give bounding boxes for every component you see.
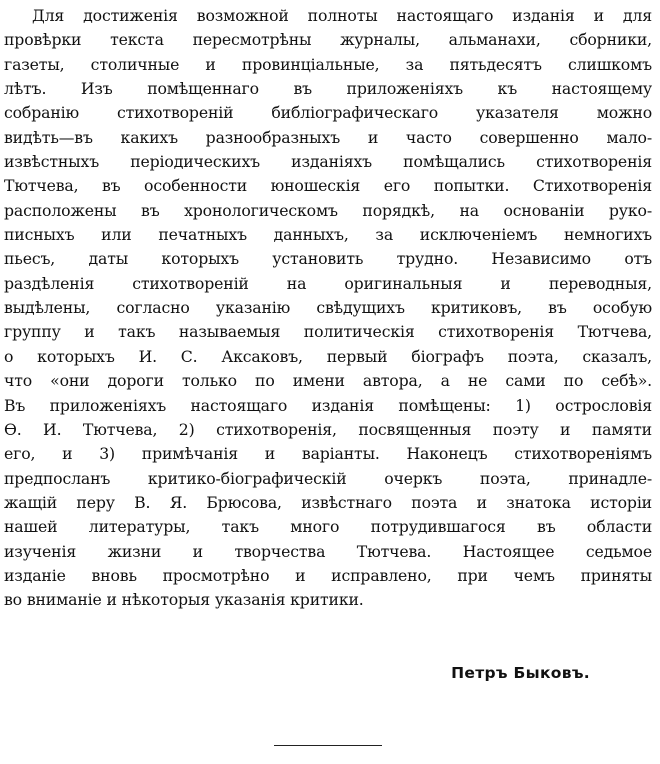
- text-line: расположены въ хронологическомъ порядкѣ, на основаніи руко-: [4, 200, 652, 220]
- text-line: раздѣленія стихотвореній на оригинальныя и переводныя,: [4, 273, 652, 293]
- text-line: собранію стихотвореній библіографическаго указателя можно: [4, 103, 652, 123]
- text-line: выдѣлены, согласно указанію свѣдущихъ критиковъ, въ особую: [4, 298, 652, 318]
- text-line: Ѳ. И. Тютчева, 2) стихотворенія, посвященныя поэту и памяти: [4, 419, 652, 439]
- author-signature: Петръ Быковъ.: [451, 664, 590, 682]
- text-line: жащій перу В. Я. Брюсова, извѣстнаго поэта и знатока исторіи: [4, 492, 652, 512]
- text-line: Въ приложеніяхъ настоящаго изданія помѣщены: 1) острословія: [4, 395, 652, 415]
- text-line: Тютчева, въ особенности юношескія его попытки. Стихотворенія: [4, 176, 652, 196]
- text-line: что «они дороги только по имени автора, а не сами по себѣ».: [4, 371, 652, 391]
- text-line: нашей литературы, такъ много потрудившагося въ области: [4, 517, 652, 537]
- text-line: предпосланъ критико-біографическій очеркъ поэта, принадле-: [4, 468, 652, 488]
- text-line: извѣстныхъ періодическихъ изданіяхъ помѣщались стихотворенія: [4, 152, 652, 172]
- text-line: его, и 3) примѣчанія и варіанты. Наконецъ стихотвореніямъ: [4, 444, 652, 464]
- text-line: лѣтъ. Изъ помѣщеннаго въ приложеніяхъ къ настоящему: [4, 79, 652, 99]
- text-line: изданіе вновь просмотрѣно и исправлено, при чемъ приняты: [4, 565, 652, 585]
- closing-rule: [274, 745, 382, 746]
- text-line: писныхъ или печатныхъ данныхъ, за исключеніемъ немногихъ: [4, 225, 652, 245]
- text-line: видѣть—въ какихъ разнообразныхъ и часто совершенно мало-: [4, 127, 652, 147]
- text-line: пьесъ, даты которыхъ установить трудно. Независимо отъ: [4, 249, 652, 269]
- text-line: Для достиженія возможной полноты настоящаго изданія и для: [32, 6, 652, 25]
- text-line: провѣрки текста пересмотрѣны журналы, альманахи, сборники,: [4, 30, 652, 50]
- text-line: группу и такъ называемыя политическія стихотворенія Тютчева,: [4, 322, 652, 342]
- preface-paragraph: [4, 4, 652, 613]
- text-line: газеты, столичные и провинціальные, за пятьдесятъ слишкомъ: [4, 54, 652, 74]
- text-line: о которыхъ И. С. Аксаковъ, первый біографъ поэта, сказалъ,: [4, 346, 652, 366]
- text-line: во вниманіе и нѣкоторыя указанія критики.: [4, 590, 364, 610]
- text-line: изученія жизни и творчества Тютчева. Настоящее седьмое: [4, 541, 652, 561]
